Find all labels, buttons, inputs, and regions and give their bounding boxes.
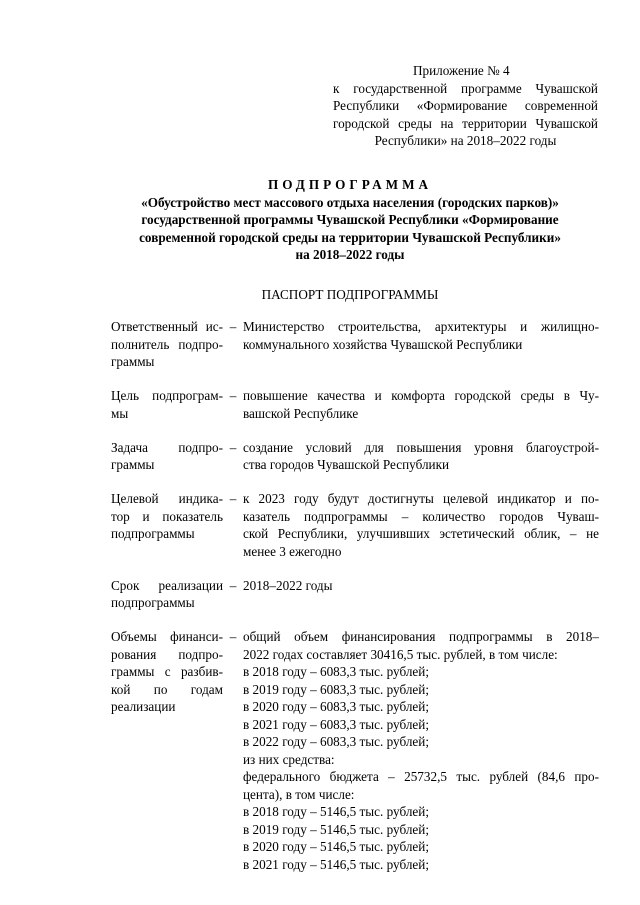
value-line: менее 3 ежегодно [243, 543, 342, 559]
appendix-line: городской среды на территории Чувашской [333, 115, 598, 131]
value-line: вашской Республике [243, 405, 359, 421]
value-line: 2018–2022 годы [243, 577, 333, 593]
subprogram-title-line: современной городской среды на территории Чувашской Республики» [139, 229, 561, 245]
dash-separator: – [229, 629, 237, 644]
label-line: Задача подпро- [111, 439, 223, 455]
passport-row-label [111, 577, 223, 612]
passport-row [111, 490, 599, 560]
appendix-line: Республики» на 2018–2022 годы [374, 133, 557, 148]
appendix-line: к государственной программе Чувашской [333, 80, 598, 96]
dash-separator: – [229, 319, 237, 334]
passport-row-value [243, 439, 599, 474]
value-line: в 2020 году – 5146,5 тыс. рублей; [243, 839, 429, 854]
label-line: Объемы финанси- [111, 629, 223, 644]
label-line: Срок реализации [111, 577, 223, 593]
value-line: в 2019 году – 6083,3 тыс. рублей; [243, 681, 429, 697]
value-line: к 2023 году будут достигнуты целевой индикатор и по- [243, 491, 599, 506]
value-line: общий объем финансирования подпрограммы в 2018– [243, 629, 599, 644]
label-line: граммы [111, 457, 155, 472]
passport-row-value [243, 577, 599, 612]
value-line: цента), в том числе: [243, 786, 355, 802]
label-line: Целевой индика- [111, 491, 223, 506]
label-line: подпрограммы [111, 595, 195, 610]
appendix-note [333, 62, 598, 150]
value-line: ской Республики, улучшивших эстетический облик, – не [243, 526, 599, 541]
value-line: в 2020 году – 6083,3 тыс. рублей; [243, 699, 429, 714]
subprogram-title-line: государственной программы Чувашской Республики «Формирование [141, 212, 559, 227]
passport-row-value [243, 318, 599, 371]
passport-row-label [111, 628, 223, 873]
passport-row [111, 439, 599, 474]
value-line: из них средства: [243, 751, 335, 767]
label-line: тор и показатель [111, 508, 223, 524]
passport-row-value [243, 628, 599, 873]
subprogram-title-line: на 2018–2022 годы [295, 247, 405, 262]
value-line: ства городов Чувашской Республики [243, 457, 450, 472]
label-line: мы [111, 405, 129, 421]
subprogram-title-line: «Обустройство мест массового отдыха населения (городских парков)» [141, 194, 559, 210]
passport-row-label [111, 387, 223, 422]
label-line: подпрограммы [111, 526, 195, 541]
passport-title: ПАСПОРТ ПОДПРОГРАММЫ [261, 287, 439, 302]
label-line: Цель подпрограм- [111, 388, 223, 403]
appendix-number: Приложение № 4 [413, 63, 510, 78]
dash-separator: – [229, 577, 237, 593]
value-line: создание условий для повышения уровня благоустрой- [243, 439, 599, 455]
value-line: в 2019 году – 5146,5 тыс. рублей; [243, 821, 429, 837]
dash-separator: – [229, 491, 237, 506]
label-line: кой по годам [111, 681, 223, 697]
passport-row-label [111, 439, 223, 474]
value-line: в 2018 году – 6083,3 тыс. рублей; [243, 664, 429, 679]
dash-separator: – [229, 439, 237, 455]
value-line: в 2018 году – 5146,5 тыс. рублей; [243, 804, 429, 819]
value-line: в 2021 году – 6083,3 тыс. рублей; [243, 716, 429, 732]
passport-row-value [243, 387, 599, 422]
subprogram-heading: ПОДПРОГРАММА [267, 177, 433, 192]
label-line: граммы с разбив- [111, 664, 223, 679]
value-line: Министерство строительства, архитектуры и жилищно- [243, 319, 599, 334]
passport-row [111, 577, 599, 612]
value-line: в 2022 году – 6083,3 тыс. рублей; [243, 734, 429, 749]
label-line: реализации [111, 699, 176, 714]
subprogram-title [100, 176, 600, 264]
label-line: Ответственный ис- [111, 319, 223, 334]
value-line: в 2021 году – 5146,5 тыс. рублей; [243, 856, 429, 872]
passport-row [111, 318, 599, 371]
label-line: граммы [111, 354, 155, 369]
label-line: полнитель подпро- [111, 336, 223, 352]
value-line: федерального бюджета – 25732,5 тыс. рублей (84,6 про- [243, 769, 599, 784]
value-line: коммунального хозяйства Чувашской Республики [243, 336, 523, 352]
passport-row [111, 628, 599, 873]
dash-separator: – [229, 388, 237, 403]
appendix-line: Республики «Формирование современной [333, 98, 598, 113]
label-line: рования подпро- [111, 646, 223, 662]
value-line: 2022 годах составляет 30416,5 тыс. рублей, в том числе: [243, 646, 558, 662]
passport-row-label [111, 318, 223, 371]
passport-row-label [111, 490, 223, 560]
passport-row [111, 387, 599, 422]
passport-table [111, 318, 599, 890]
passport-row-value [243, 490, 599, 560]
value-line: казатель подпрограммы – количество городов Чуваш- [243, 508, 599, 524]
value-line: повышение качества и комфорта городской среды в Чу- [243, 388, 599, 403]
